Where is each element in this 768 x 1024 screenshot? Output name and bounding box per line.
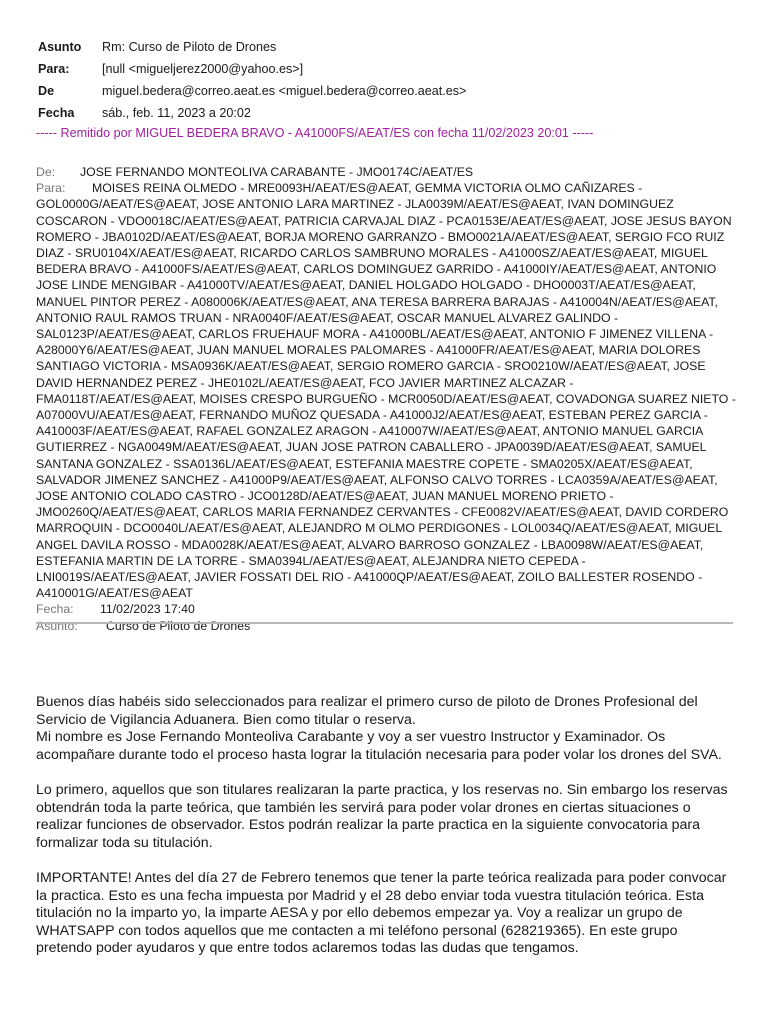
subject-row xyxy=(38,36,738,58)
forwarded-subject-value: Curso de Piloto de Drones xyxy=(106,618,251,633)
forwarded-subject-row xyxy=(36,618,736,634)
date-value: sáb., feb. 11, 2023 a 20:02 xyxy=(102,106,251,120)
forwarded-to-block xyxy=(36,180,736,601)
message-body xyxy=(36,694,736,976)
subject-label: Asunto xyxy=(38,40,82,54)
forwarded-from-value: JOSE FERNANDO MONTEOLIVA CARABANTE - JMO0174C/AEAT/ES xyxy=(80,165,474,179)
body-paragraph-2: Lo primero, aquellos que son titulares realizaran la parte practica, y los reservas no. Sin embargo los reservas obtendrán toda la parte teórica, que también les servirá para poder volar drones en ciertas situaciones o realizar funciones de observador. Estos podrán realizar la parte practica en la siguiente convocatoria para formalizar toda su titulación. xyxy=(36,781,728,851)
from-row xyxy=(38,80,738,102)
forwarded-to-label: Para: xyxy=(36,181,66,196)
body-paragraph-3: IMPORTANTE! Antes del día 27 de Febrero tenemos que tener la parte teórica realizada para poder convocar la practica. Esto es una fecha impuesta por Madrid y el 28 debo enviar toda vuestra titulación teórica. Esta titulación no la imparto yo, la imparte AESA y por ello debemos empezar ya. Voy a realizar un grupo de WHATSAPP con todos aquellos que me contacten a mi teléfono personal (628219365). En este grupo pretendo poder ayudaros y que entre todos aclaremos todas las dudas que tengamos. xyxy=(36,869,727,957)
forwarded-by-line: ----- Remitido por MIGUEL BEDERA BRAVO - A41000FS/AEAT/ES con fecha 11/02/2023 20:01 ----- xyxy=(36,126,594,140)
body-paragraph-1b: Mi nombre es Jose Fernando Monteoliva Carabante y voy a ser vuestro Instructor y Examinador. Os acompañare durante todo el proceso hasta lograr la titulación necesaria para poder volar los drones del SVA. xyxy=(36,729,722,763)
from-label: De xyxy=(38,84,55,98)
body-paragraph-1 xyxy=(36,694,736,764)
forwarded-date-value: 11/02/2023 17:40 xyxy=(100,602,195,617)
date-row xyxy=(38,102,738,124)
forwarded-message-meta xyxy=(36,164,736,634)
forwarded-date-label: Fecha: xyxy=(36,602,74,617)
forwarded-recipients: MOISES REINA OLMEDO - MRE0093H/AEAT/ES@AEAT, GEMMA VICTORIA OLMO CAÑIZARES - GOL0000G/AEAT/ES@AEAT, JOSE ANTONIO LARA MARTINEZ - JLA0039M/AEAT/ES@AEAT, IVAN DOMINGUEZ COSCARON - VDO0018C/AEAT/ES@AEAT, PATRICIA CARVAJAL DIAZ - PCA0153E/AEAT/ES@AEAT, JOSE JESUS BAYON ROMERO - JBA0102D/AEAT/ES@AEAT, BORJA MORENO GARRANZO - BMO0021A/AEAT/ES@AEAT, SERGIO FCO RUIZ DIAZ - SRU0104X/AEAT/ES@AEAT, RICARDO CARLOS SAMBRUNO MORALES - A41000SZ/AEAT/ES@AEAT, MIGUEL BEDERA BRAVO - A41000FS/AEAT/ES@AEAT, CARLOS DOMINGUEZ GARRIDO - A41000IY/AEAT/ES@AEAT, ANTONIO JOSE LINDE MENGIBAR - A41000TV/AEAT/ES@AEAT, DANIEL HOLGADO HOLGADO - DHO0003T/AEAT/ES@AEAT, MANUEL PINTOR PEREZ - A080006K/AEAT/ES@AEAT, ANA TERESA BARRERA BARAJAS - A410004N/AEAT/ES@AEAT, ANTONIO RAUL RAMOS TRUAN - NRA0040F/AEAT/ES@AEAT, OSCAR MANUEL ALVAREZ GALINDO - SAL0123P/AEAT/ES@AEAT, CARLOS FRUEHAUF MORA - A41000BL/AEAT/ES@AEAT, ANTONIO F JIMENEZ VILLENA - A28000Y6/AEAT/ES@AEAT, JUAN MANUEL MORALES PALOMARES - A41000FR/AEAT/ES@AEAT, MARIA DOLORES SANTIAGO VICTORIA - MSA0936K/AEAT/ES@AEAT, SERGIO ROMERO GARCIA - SRO0210W/AEAT/ES@AEAT, JOSE DAVID HERNANDEZ PEREZ - JHE0102L/AEAT/ES@AEAT, FCO JAVIER MARTINEZ ALCAZAR - FMA0118T/AEAT/ES@AEAT, MOISES CRESPO BURGUEÑO - MCR0050D/AEAT/ES@AEAT, COVADONGA SUAREZ NIETO - A07000VU/AEAT/ES@AEAT, FERNANDO MUÑOZ QUESADA - A41000J2/AEAT/ES@AEAT, ESTEBAN PEREZ GARCIA - A410003F/AEAT/ES@AEAT, RAFAEL GONZALEZ ARAGON - A410007W/AEAT/ES@AEAT, ANTONIO MANUEL GARCIA GUTIERREZ - NGA0049M/AEAT/ES@AEAT, JUAN JOSE PATRON CABALLERO - JPA0039D/AEAT/ES@AEAT, SAMUEL SANTANA GONZALEZ - SSA0136L/AEAT/ES@AEAT, ESTEFANIA MAESTRE COPETE - SMA0205X/AEAT/ES@AEAT, SALVADOR JIMENEZ SANCHEZ - A41000P9/AEAT/ES@AEAT, ALFONSO CALVO TORRES - LCA0359A/AEAT/ES@AEAT, JOSE ANTONIO COLADO CASTRO - JCO0128D/AEAT/ES@AEAT, JUAN MANUEL MORENO PRIETO - JMO0260Q/AEAT/ES@AEAT, CARLOS MARIA FERNANDEZ CERVANTES - CFE0082V/AEAT/ES@AEAT, DAVID CORDERO MARROQUIN - DCO0040L/AEAT/ES@AEAT, ALEJANDRO M OLMO PERDIGONES - LOL0034Q/AEAT/ES@AEAT, MIGUEL ANGEL DAVILA ROSSO - MDA0028K/AEAT/ES@AEAT, ALVARO BARROSO GONZALEZ - LBA0098W/AEAT/ES@AEAT, ESTEFANIA MARTIN DE LA TORRE - SMA0394L/AEAT/ES@AEAT, ALEJANDRA NIETO CEPEDA - LNI0019S/AEAT/ES@AEAT, JAVIER FOSSATI DEL RIO - A41000QP/AEAT/ES@AEAT, ZOILO BALLESTER ROSENDO - A410001G/AEAT/ES@AEAT xyxy=(36,181,736,601)
to-row xyxy=(38,58,738,80)
body-paragraph-1a: Buenos días habéis sido seleccionados para realizar el primero curso de piloto de Drones Profesional del Servicio de Vigilancia Aduanera. Bien como titular o reserva. xyxy=(36,694,698,728)
forwarded-date-row xyxy=(36,601,736,617)
forwarded-subject-label: Asunto: xyxy=(36,618,78,633)
forwarded-from-label: De: xyxy=(36,165,56,179)
forwarded-from-row xyxy=(36,164,736,180)
subject-value: Rm: Curso de Piloto de Drones xyxy=(102,40,277,54)
divider xyxy=(36,622,733,624)
date-label: Fecha xyxy=(38,106,75,120)
email-header xyxy=(38,36,738,124)
to-value[interactable]: [null <migueljerez2000@yahoo.es>] xyxy=(102,62,304,76)
from-value[interactable]: miguel.bedera@correo.aeat.es <miguel.bedera@correo.aeat.es> xyxy=(102,84,467,98)
to-label: Para: xyxy=(38,62,70,76)
